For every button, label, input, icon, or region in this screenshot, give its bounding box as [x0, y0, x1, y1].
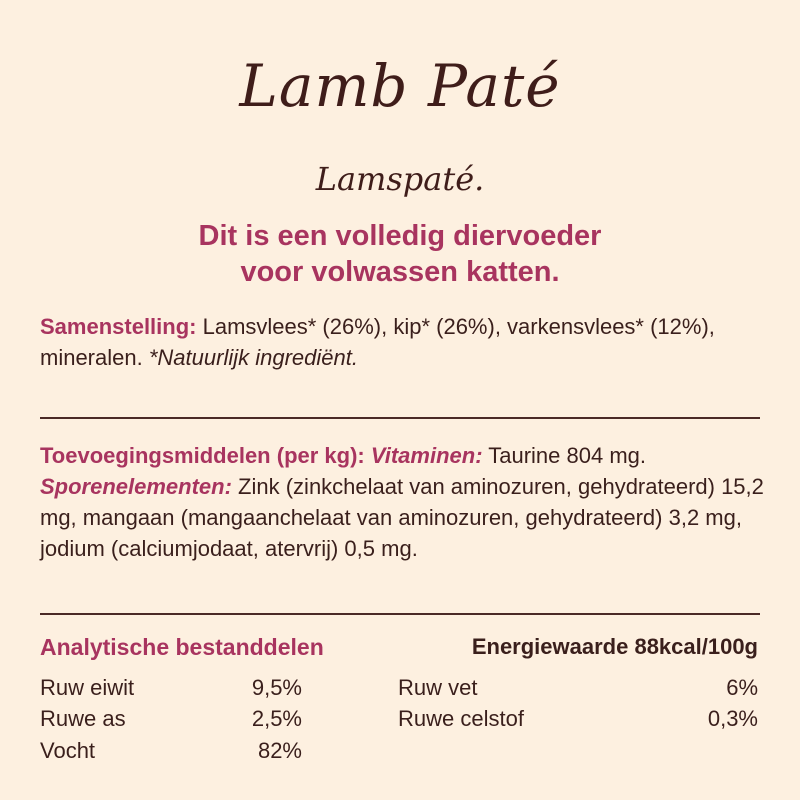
product-title: Lamb Paté [239, 52, 561, 120]
composition-text: Lamsvlees* (26%), kip* (26%), varkensvlees* (12%), mineralen. [40, 314, 715, 370]
nutrient-label: Ruw vet [398, 675, 478, 700]
nutrient-value: 9,5% [251, 675, 302, 700]
nutrient-value: 0,3% [707, 706, 758, 731]
analytic-heading: Analytische bestanddelen [40, 634, 324, 660]
claim-line-2: voor volwassen katten. [240, 256, 560, 288]
composition-label: Samenstelling: [40, 314, 197, 339]
nutrient-label: Ruw eiwit [40, 675, 135, 700]
vitamins-text: Taurine 804 mg. [482, 443, 647, 468]
nutrient-row [398, 675, 758, 705]
nutrient-label: Vocht [40, 738, 96, 763]
nutrient-row [40, 675, 302, 705]
nutrient-value: 82% [257, 738, 302, 763]
nutrient-row [40, 738, 302, 768]
feeding-claim [0, 218, 800, 290]
claim-line-1: Dit is een volledig diervoeder [198, 220, 602, 252]
divider [40, 417, 760, 419]
nutrient-label: Ruwe celstof [398, 706, 524, 731]
additives-paragraph [40, 440, 770, 564]
divider [40, 613, 760, 615]
product-subtitle: Lamspaté. [315, 160, 485, 198]
composition-note: *Natuurlijk ingrediënt. [148, 345, 358, 370]
nutrient-value: 2,5% [251, 706, 302, 731]
additives-label: Toevoegingsmiddelen (per kg): [40, 443, 365, 468]
energy-value: Energiewaarde 88kcal/100g [471, 634, 758, 659]
nutrient-label: Ruwe as [40, 706, 126, 731]
nutrient-row [398, 706, 758, 736]
trace-elements-text: Zink (zinkchelaat van aminozuren, gehydrateerd) 15,2 mg, mangaan (mangaanchelaat van aminozuren, gehydrateerd) 3,2 mg, jodium (calciumjodaat, atervrij) 0,5 mg. [40, 474, 764, 561]
nutrient-value: 6% [726, 675, 758, 700]
trace-elements-label: Sporenelementen: [40, 474, 232, 499]
nutrient-row [40, 706, 302, 736]
composition-paragraph [40, 311, 770, 373]
vitamins-label: Vitaminen: [370, 443, 483, 468]
